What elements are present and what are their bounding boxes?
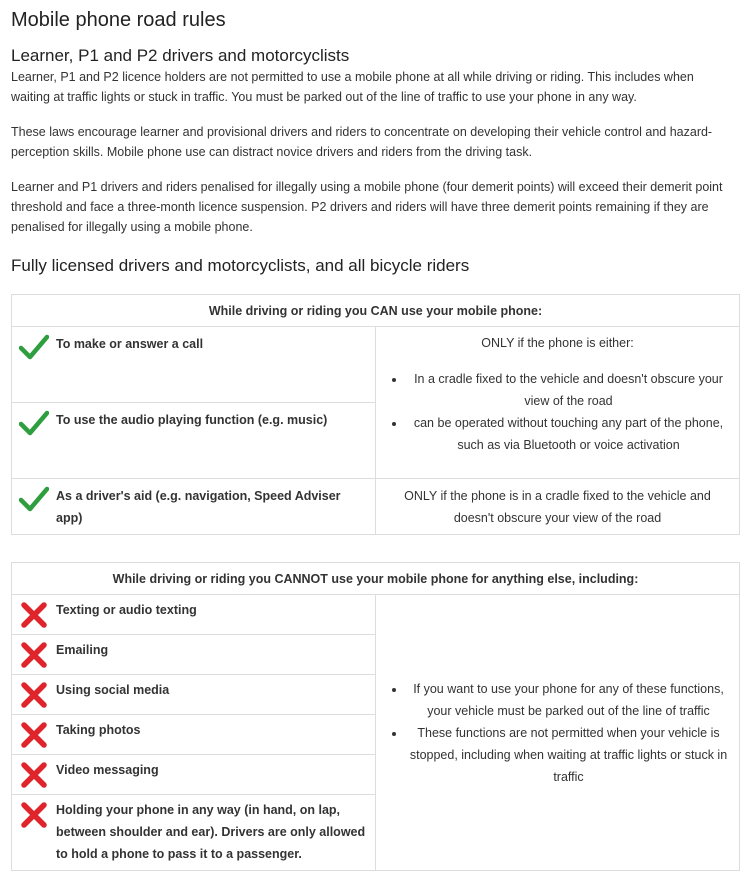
cannot-row-label: Emailing: [56, 643, 109, 657]
cannot-row-photos: [12, 715, 376, 755]
can-row-audio: [12, 403, 376, 479]
cannot-row-video-messaging: [12, 755, 376, 795]
can-row-label: To make or answer a call: [56, 337, 204, 351]
cannot-row-holding-phone: [12, 795, 376, 871]
cross-icon: [19, 681, 49, 709]
cannot-row-label: Taking photos: [56, 723, 141, 737]
cannot-row-emailing: [12, 635, 376, 675]
section-heading-learners: Learner, P1 and P2 drivers and motorcyclists: [11, 46, 350, 65]
paragraph-demerit-points: Learner and P1 drivers and riders penalised for illegally using a mobile phone (four demerit points) will exceed their demerit point threshold and face a three-month licence suspension. P2 drivers and riders will have three demerit points remaining if they are penalised for illegally using a mobile phone.: [11, 180, 723, 234]
paragraph-laws-purpose: These laws encourage learner and provisional drivers and riders to concentrate on developing their vehicle control and hazard-perception skills. Mobile phone use can distract novice drivers and riders from the driving task.: [11, 125, 713, 159]
cannot-bullet-list: [376, 678, 739, 788]
cannot-row-label: Using social media: [56, 683, 170, 697]
cross-icon: [19, 641, 49, 669]
cannot-row-texting: [12, 595, 376, 635]
checkmark-icon: [19, 333, 49, 361]
page-title: Mobile phone road rules: [11, 9, 226, 31]
cross-icon: [19, 601, 49, 629]
condition-bullet: • In a cradle fixed to the vehicle and doesn't obscure your view of the road: [406, 368, 731, 412]
condition-intro: ONLY if the phone is either:: [481, 336, 634, 350]
cannot-use-table: [11, 562, 740, 871]
cannot-row-social-media: [12, 675, 376, 715]
cross-icon: [19, 761, 49, 789]
condition-bullet-list: [376, 368, 739, 456]
can-row-label: As a driver's aid (e.g. navigation, Speed Adviser app): [56, 489, 341, 525]
checkmark-icon: [19, 409, 49, 437]
cannot-row-label: Holding your phone in any way (in hand, on lap, between shoulder and ear). Drivers are only allowed to hold a phone to pass it to a passenger.: [56, 803, 366, 861]
cannot-bullet: • These functions are not permitted when your vehicle is stopped, including when waiting at traffic lights or stuck in traffic: [406, 722, 731, 788]
paragraph-learner-ban: Learner, P1 and P2 licence holders are not permitted to use a mobile phone at all while driving or riding. This includes when waiting at traffic lights or stuck in traffic. You must be parked out of the line of traffic to use your phone in any way.: [11, 70, 694, 104]
can-row-call: [12, 327, 376, 403]
cannot-info-cell: [376, 595, 740, 871]
aid-condition-text: ONLY if the phone is in a cradle fixed to the vehicle and doesn't obscure your view of the road: [404, 489, 711, 525]
can-use-table: [11, 294, 740, 535]
cannot-row-label: Video messaging: [56, 763, 159, 777]
checkmark-icon: [19, 485, 49, 513]
cross-icon: [19, 721, 49, 749]
cross-icon: [19, 801, 49, 829]
cannot-row-label: Texting or audio texting: [56, 603, 197, 617]
can-row-label: To use the audio playing function (e.g. music): [56, 413, 328, 427]
can-table-header: While driving or riding you CAN use your mobile phone:: [12, 295, 740, 327]
can-row-drivers-aid: [12, 479, 376, 535]
cannot-bullet: • If you want to use your phone for any of these functions, your vehicle must be parked out of the line of traffic: [406, 678, 731, 722]
can-aid-condition-cell: [376, 479, 740, 535]
cannot-table-header: While driving or riding you CANNOT use your mobile phone for anything else, including:: [12, 563, 740, 595]
can-condition-cell: [376, 327, 740, 479]
section-heading-fully-licensed: Fully licensed drivers and motorcyclists, and all bicycle riders: [11, 256, 470, 275]
condition-bullet: • can be operated without touching any part of the phone, such as via Bluetooth or voice activation: [406, 412, 731, 456]
